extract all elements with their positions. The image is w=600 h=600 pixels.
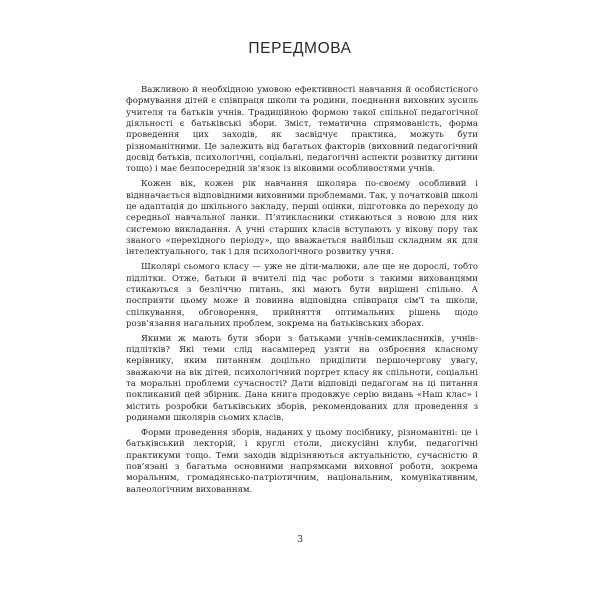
paragraph-5: Форми проведення зборів, наданих у цьому посібнику, різноманітні: це і батьківський лекторій, і круглі столи, дискусійні клуби, педагогічні практикуми тощо. Теми заходів відрізняються актуальністю, сучасністю й пов’язані з багатьма основними напрямками виховної роботи, зокрема моральним, громадянсько-патріотичним, національним, комунікативним, валеологічним вихованням. bbox=[126, 427, 478, 495]
body-text bbox=[126, 85, 478, 500]
paragraph-1: Важливою й необхідною умовою ефективності навчання й особистісного формування дітей є співпраця школи та родини, поєднання виховних зусиль учителя та батьків учнів. Традиційною формою такої спільної педагогічної діяльності є батьківські збори. Зміст, тематична спрямованість, форма проведення цих заходів, як засвідчує практика, можуть бути різноманітними. Це залежить від багатьох факторів (виховний педагогічний досвід батьків, психологічні, соціальні, педагогічні аспекти розвитку дитини тощо) і має безпосередній зв’язок із віковими особливостями учнів. bbox=[126, 85, 478, 175]
paragraph-3: Школярі сьомого класу — уже не діти-малюки, але ще не дорослі, тобто підлітки. Отже, батьки й вчителі під час роботи з такими вихованцями стикаються з безліччю питань, які мають бути вирішені спільно. А посприяти цьому може й повинна відповідна співпраця сім’ї та школи, спілкування, обговорення, прийняття оптимальних рішень щодо розв’язання нагальних проблем, зокрема на батьківських зборах. bbox=[126, 262, 478, 329]
page-title: ПЕРЕДМОВА bbox=[248, 40, 352, 57]
page-number: 3 bbox=[296, 534, 304, 545]
paragraph-4: Якими ж мають бути збори з батьками учнів-семикласників, учнів-підлітків? Які теми слід насамперед узяти на озброєння класному керівнику, яким питанням доцільно приділити першочергову увагу, зважаючи на вік дітей, психологічний портрет класу як спільноти, соціальні та моральні проблеми сучасності? Дати відповіді педагогам на ці питання покликаний цей збірник. Дана книга продовжує серію видань «Наш клас» і містить розробки батьківських зборів, рекомендованих для проведення з родинами школярів сьомих класів. bbox=[126, 333, 478, 424]
paragraph-2: Кожен вік, кожен рік навчання школяра по-своєму особливий і віднначається відповідними виховними проблемами. Так, у початковій школі це адаптація до шкільного закладу, перші оцінки, підготовка до переходу до середньої навчальної ланки. П’ятикласники стикаються з новою для них системою викладання. А учні старших класів вступають у вікову пору так званого «перехідного періоду», що вважається найбільш складним як для інтелектуального, так і для психологічного розвитку учня. bbox=[126, 179, 478, 258]
